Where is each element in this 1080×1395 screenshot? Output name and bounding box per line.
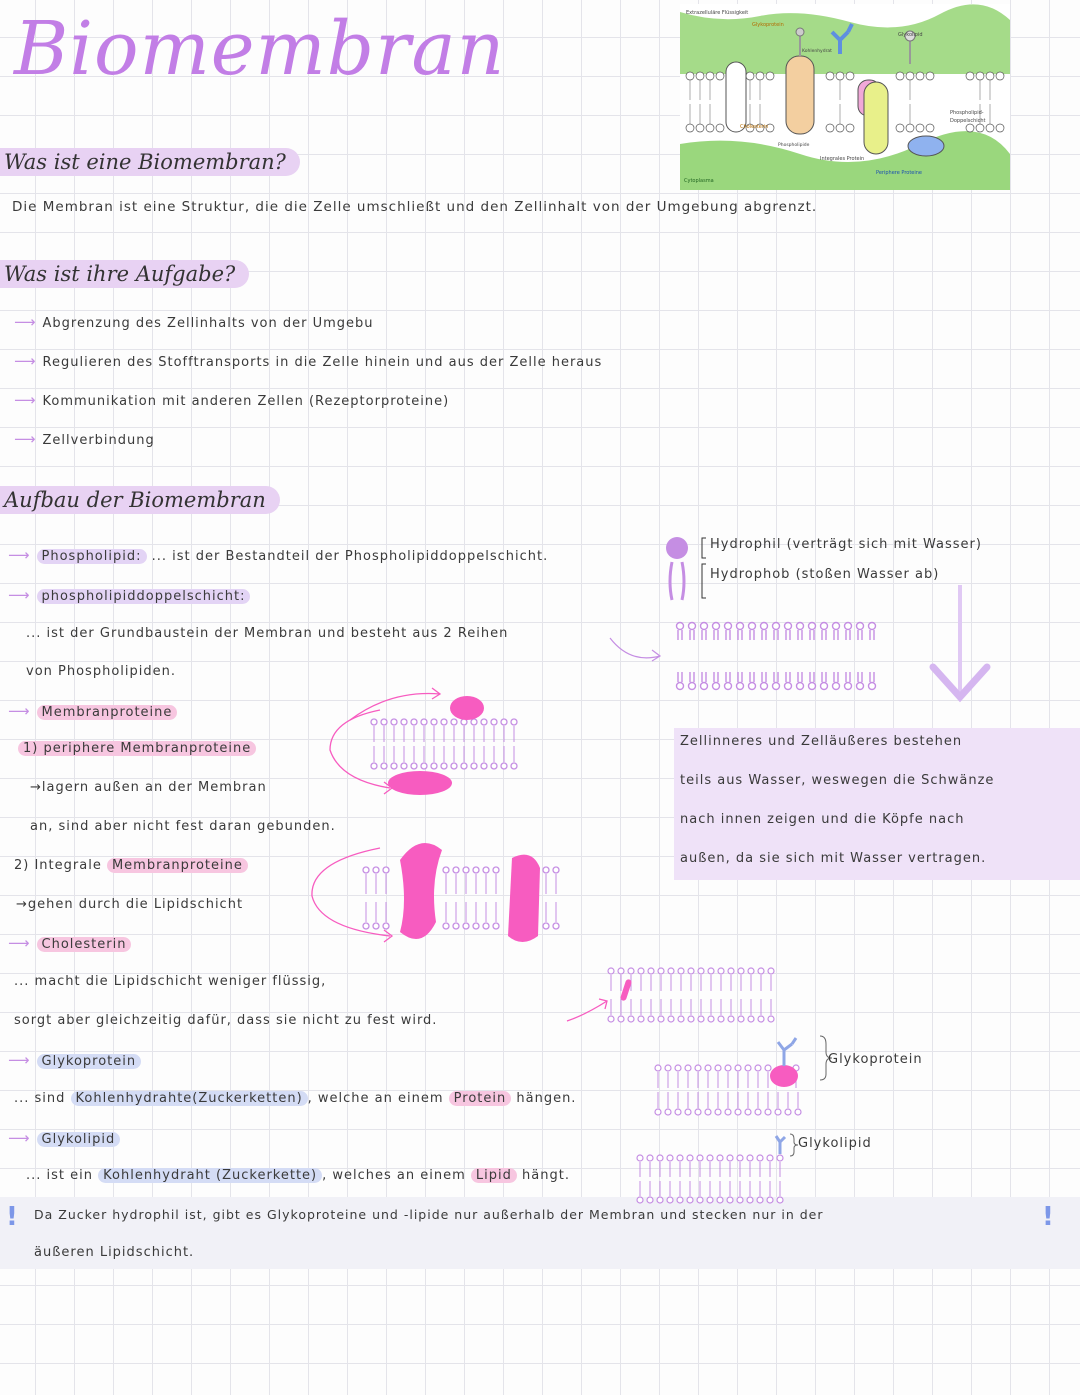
gl-text-b: Kohlenhydraht (Zuckerkette) [98, 1168, 322, 1183]
membrane-figure [680, 4, 1010, 190]
phospholipid-line [8, 546, 548, 564]
chol-text-2: sorgt aber gleichzeitig dafür, dass sie nicht zu fest wird. [14, 1013, 438, 1028]
chol-text-1: ... macht die Lipidschicht weniger flüssig, [14, 974, 327, 989]
glykoprotein-line [8, 1051, 141, 1069]
hydrophob-text: Hydrophob (stoßen Wasser ab) [710, 567, 940, 582]
gl-text-a: ... ist ein [26, 1168, 93, 1183]
doppel-label: phospholipiddoppelschicht: [37, 589, 251, 604]
fig-label-phospholipide: Phospholipide [778, 143, 810, 148]
exclamation-icon-left: ! [6, 1202, 18, 1232]
phospholipid-label: Phospholipid: [37, 549, 147, 564]
task-item-1-text: Abgrenzung des Zellinhalts von der Umgebu [42, 316, 374, 331]
gp-text-a: ... sind [14, 1091, 66, 1106]
task-item-4 [14, 430, 155, 448]
heading-was-ist: Was ist eine Biomembran? [0, 148, 300, 176]
glykoprotein-diagram [650, 1032, 940, 1122]
fig-label-integrales: Integrales Protein [820, 156, 865, 162]
note-text-1: Da Zucker hydrophil ist, gibt es Glykoproteine und -lipide nur außerhalb der Membran und stecken nur in der [34, 1207, 824, 1222]
chol-line [8, 934, 131, 952]
glykoprotein-diagram-label: Glykoprotein [828, 1052, 923, 1067]
fig-label-doppelschicht-1: Phospholipid- [950, 110, 984, 116]
glykoprotein-text [14, 1091, 576, 1106]
arrow-icon: ⟶ [8, 1129, 31, 1147]
explain-line-2: teils aus Wasser, weswegen die Schwänze [680, 773, 995, 788]
arrow-icon: ⟶ [14, 313, 37, 331]
glykoprotein-label: Glykoprotein [37, 1054, 142, 1069]
task-item-3-text: Kommunikation mit anderen Zellen (Rezeptorproteine) [42, 394, 450, 409]
task-item-2-text: Regulieren des Stofftransports in die Zelle hinein und aus der Zelle heraus [42, 355, 603, 370]
cholesterin-diagram [565, 965, 795, 1025]
peripheral-protein-diagram [300, 680, 540, 805]
fig-label-kohlenhydrat: Kohlenhydrat [802, 49, 832, 54]
task-item-2 [14, 352, 602, 370]
task-item-3 [14, 391, 449, 409]
mp-label: Membranproteine [37, 705, 178, 720]
glykolipid-label: Glykolipid [37, 1132, 121, 1147]
gl-text-e: hängt. [522, 1168, 570, 1183]
fig-label-cytoplasma: Cytoplasma [684, 178, 714, 184]
heading-aufgabe: Was ist ihre Aufgabe? [0, 260, 249, 288]
peripher-text-1: →lagern außen an der Membran [30, 780, 267, 795]
glykolipid-text [26, 1168, 570, 1183]
arrow-icon: ⟶ [8, 702, 31, 720]
heading-aufbau: Aufbau der Biomembran [0, 486, 280, 514]
hydrophil-text: Hydrophil (verträgt sich mit Wasser) [710, 537, 982, 552]
gp-text-c: , welche an einem [307, 1091, 444, 1106]
fig-label-doppelschicht-2: Doppelschicht [950, 118, 986, 124]
task-item-4-text: Zellverbindung [42, 433, 155, 448]
definition-text: Die Membran ist eine Struktur, die die Zelle umschließt und den Zellinhalt von der Umgebung abgrenzt. [12, 199, 818, 215]
bilayer-diagram [670, 618, 890, 698]
gp-text-d: Protein [449, 1091, 512, 1106]
explain-line-4: außen, da sie sich mit Wasser vertragen. [680, 851, 987, 866]
arrow-icon: ⟶ [8, 586, 31, 604]
glykolipid-diagram [632, 1126, 807, 1206]
gp-text-b: Kohlenhydrahte(Zuckerketten) [71, 1091, 308, 1106]
fig-label-cholesterin: Cholesterin [740, 124, 769, 130]
arrow-icon: ⟶ [8, 546, 31, 564]
peripher-line [18, 741, 256, 756]
doppel-text-1: ... ist der Grundbaustein der Membran und besteht aus 2 Reihen [26, 626, 509, 641]
peripher-text-2: an, sind aber nicht fest daran gebunden. [30, 819, 336, 834]
page-title: Biomembran [14, 6, 506, 92]
integral-prefix: 2) Integrale [14, 858, 102, 873]
integral-text: →gehen durch die Lipidschicht [16, 897, 244, 912]
arrow-icon: ⟶ [14, 352, 37, 370]
down-arrow-icon [925, 585, 995, 710]
integral-protein-diagram [300, 832, 580, 952]
glykolipid-diagram-label: Glykolipid [798, 1136, 872, 1151]
chol-label: Cholesterin [37, 937, 132, 952]
gl-text-d: Lipid [471, 1168, 517, 1183]
exclamation-icon-right: ! [1042, 1202, 1054, 1232]
doppel-text-2: von Phospholipiden. [26, 664, 176, 679]
gp-text-e: hängen. [516, 1091, 577, 1106]
curved-arrow-icon [600, 630, 670, 670]
note-text-2: äußeren Lipidschicht. [34, 1245, 195, 1260]
glykolipid-line [8, 1129, 120, 1147]
mp-line [8, 702, 177, 720]
fig-label-glykoprotein: Glykoprotein [752, 22, 784, 28]
integral-line [14, 858, 248, 873]
arrow-icon: ⟶ [8, 934, 31, 952]
task-item-1 [14, 313, 374, 331]
arrow-icon: ⟶ [14, 430, 37, 448]
peripher-label: 1) periphere Membranproteine [18, 741, 256, 756]
explain-line-3: nach innen zeigen und die Köpfe nach [680, 812, 965, 827]
phospholipid-text: ... ist der Bestandteil der Phospholipiddoppelschicht. [151, 549, 549, 564]
doppel-line [8, 586, 250, 604]
explain-line-1: Zellinneres und Zelläußeres bestehen [680, 734, 963, 749]
fig-label-glykolipid: Glykolipid [898, 32, 923, 38]
fig-label-extrazellular: Extrazelluläre Flüssigkeit [686, 10, 749, 16]
integral-label: Membranproteine [107, 858, 248, 873]
gl-text-c: , welches an einem [322, 1168, 466, 1183]
arrow-icon: ⟶ [8, 1051, 31, 1069]
arrow-icon: ⟶ [14, 391, 37, 409]
fig-label-periphere: Periphere Proteine [876, 170, 922, 176]
